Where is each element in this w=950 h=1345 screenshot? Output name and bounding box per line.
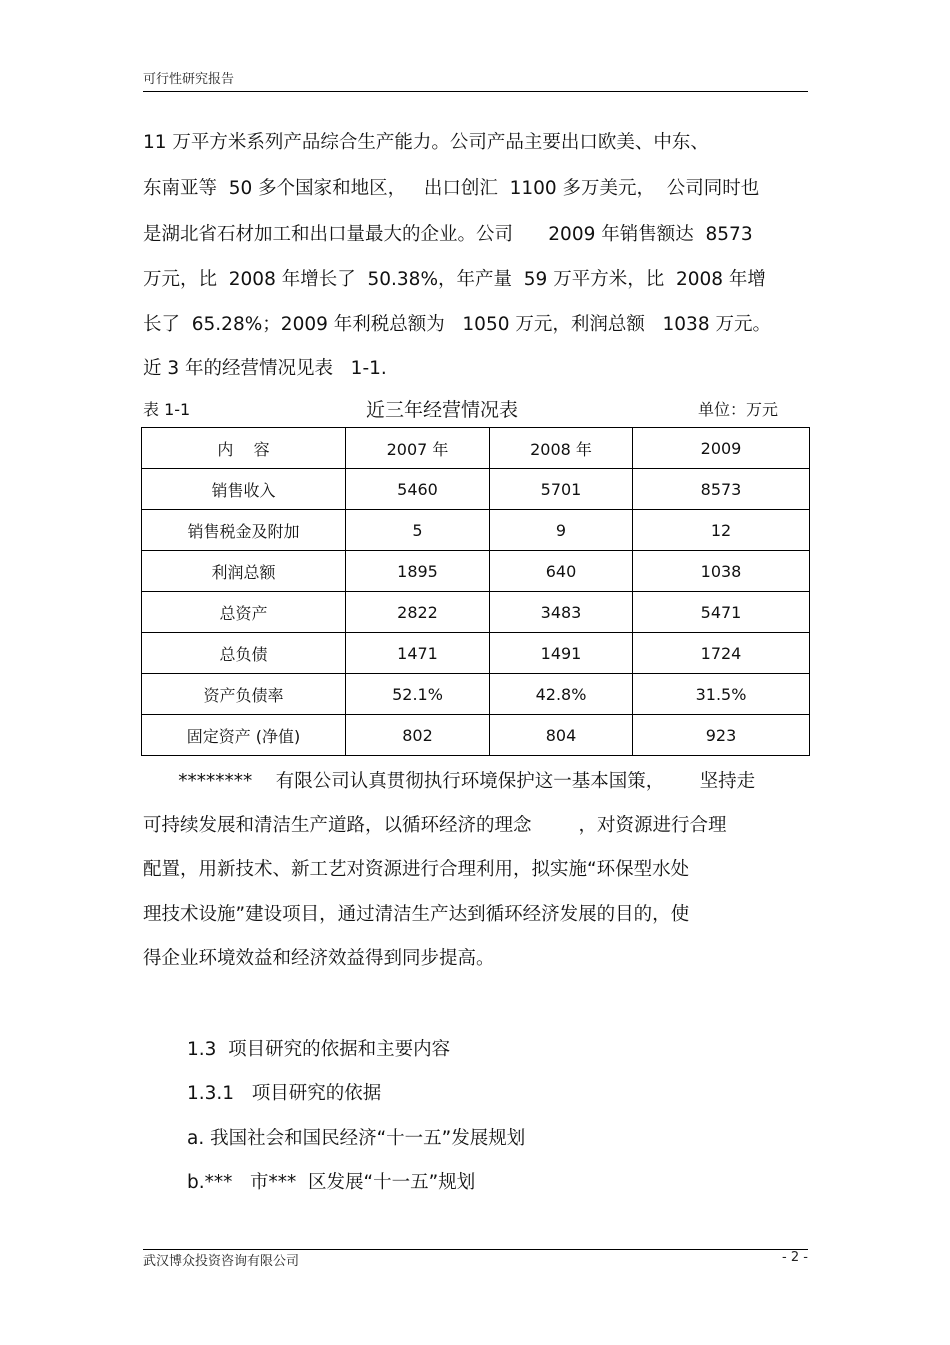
operating-summary-table	[141, 427, 810, 756]
section-subheading: 1.3.1 项目研究的依据	[187, 1083, 382, 1104]
paragraph1-line: 长了 65.28%；2009 年利税总额为 1050 万元，利润总额 1038 万元。	[143, 314, 771, 335]
table-row	[142, 551, 810, 592]
paragraph1-line: 东南亚等 50 多个国家和地区， 出口创汇 1100 多万美元， 公司同时也	[143, 178, 760, 199]
table-cell: 804	[490, 715, 633, 756]
paragraph1-line: 万元，比 2008 年增长了 50.38%，年产量 59 万平方米，比 2008 年增	[143, 269, 766, 290]
row-label: 总负债	[142, 633, 346, 674]
table-cell: 2822	[346, 592, 490, 633]
header-divider	[143, 91, 808, 92]
table-cell: 52.1%	[346, 674, 490, 715]
table-row	[142, 674, 810, 715]
table-cell: 3483	[490, 592, 633, 633]
paragraph1-line: 11 万平方米系列产品综合生产能力。公司产品主要出口欧美、中东、	[143, 132, 709, 153]
list-item: b.*** 市*** 区发展“十一五”规划	[187, 1172, 476, 1193]
paragraph2-line: ******** 有限公司认真贯彻执行环境保护这一基本国策， 坚持走	[143, 771, 756, 792]
table-row	[142, 510, 810, 551]
page-header-title: 可行性研究报告	[143, 72, 235, 87]
table-cell: 1471	[346, 633, 490, 674]
table-cell: 1724	[633, 633, 810, 674]
table-row	[142, 715, 810, 756]
row-label: 资产负债率	[142, 674, 346, 715]
paragraph2-line: 理技术设施”建设项目，通过清洁生产达到循环经济发展的目的，使	[143, 904, 690, 925]
header-cell: 2009	[633, 428, 810, 469]
table-row	[142, 633, 810, 674]
table-row	[142, 592, 810, 633]
table-cell: 42.8%	[490, 674, 633, 715]
table-cell: 12	[633, 510, 810, 551]
table-header-row	[142, 428, 810, 469]
paragraph1-line: 是湖北省石材加工和出口量最大的企业。公司 2009 年销售额达 8573	[143, 224, 753, 245]
table-cell: 802	[346, 715, 490, 756]
paragraph1-line: 近 3 年的经营情况见表 1-1.	[143, 358, 387, 379]
section-heading: 1.3 项目研究的依据和主要内容	[187, 1039, 451, 1060]
row-label: 固定资产 (净值)	[142, 715, 346, 756]
table-cell: 5	[346, 510, 490, 551]
table-cell: 1491	[490, 633, 633, 674]
table-number: 表 1-1	[143, 400, 191, 419]
table-cell: 1038	[633, 551, 810, 592]
header-cell: 2008 年	[490, 428, 633, 469]
table-cell: 31.5%	[633, 674, 810, 715]
table-cell: 5471	[633, 592, 810, 633]
table-cell: 923	[633, 715, 810, 756]
header-cell: 内 容	[142, 428, 346, 469]
row-label: 销售收入	[142, 469, 346, 510]
table-title: 近三年经营情况表	[366, 399, 519, 421]
table-cell: 1895	[346, 551, 490, 592]
page-number: - 2 -	[782, 1250, 808, 1265]
paragraph2-line: 配置，用新技术、新工艺对资源进行合理利用，拟实施“环保型水处	[143, 859, 690, 880]
row-label: 销售税金及附加	[142, 510, 346, 551]
table-cell: 8573	[633, 469, 810, 510]
list-item: a. 我国社会和国民经济“十一五”发展规划	[187, 1128, 526, 1149]
row-label: 总资产	[142, 592, 346, 633]
row-label: 利润总额	[142, 551, 346, 592]
table-row	[142, 469, 810, 510]
header-cell: 2007 年	[346, 428, 490, 469]
paragraph2-line: 可持续发展和清洁生产道路，以循环经济的理念 ，对资源进行合理	[143, 815, 727, 836]
table-unit: 单位：万元	[698, 400, 779, 419]
footer-company: 武汉博众投资咨询有限公司	[143, 1254, 300, 1269]
table-cell: 9	[490, 510, 633, 551]
table-cell: 640	[490, 551, 633, 592]
table-cell: 5701	[490, 469, 633, 510]
table-cell: 5460	[346, 469, 490, 510]
paragraph2-line: 得企业环境效益和经济效益得到同步提高。	[143, 948, 495, 969]
